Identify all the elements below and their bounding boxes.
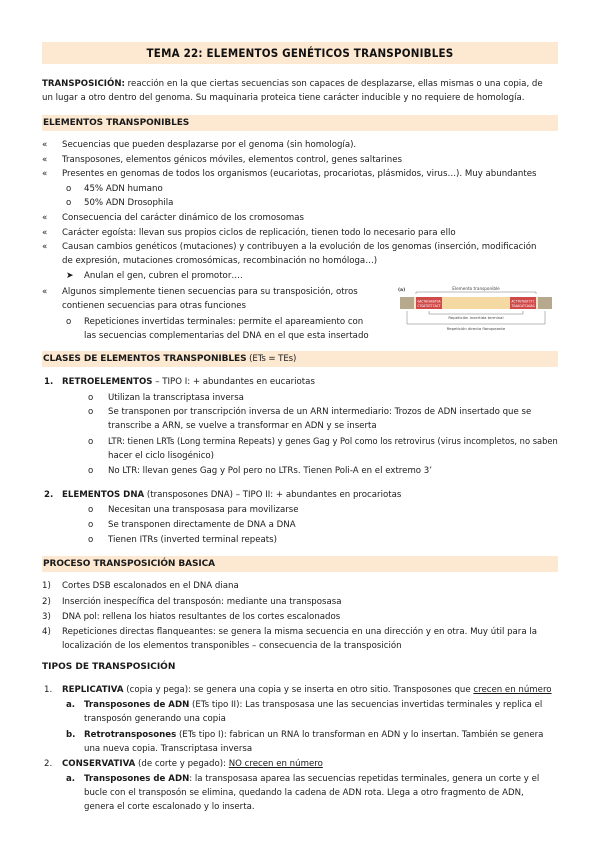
sub-item: Utilizan la transcriptasa inversa <box>108 393 244 403</box>
list-bullet: « <box>42 169 48 179</box>
list-bullet: « <box>42 213 48 223</box>
section-heading-tipos: TIPOS DE TRANSPOSICIÓN <box>42 662 176 672</box>
type-emphasis: NO crecen en número <box>228 759 323 769</box>
sub-item: Necesitan una transposasa para movilizarse <box>108 505 299 515</box>
list-number: 4) <box>42 627 51 637</box>
list-item: Presentes en genomas de todos los organismos (eucariotas, procariotas, plásmidos, virus…). Muy abundantes <box>62 169 537 179</box>
list-number: 2. <box>44 759 53 769</box>
intro-term: TRANSPOSICIÓN: <box>42 79 125 89</box>
list-letter: b. <box>66 730 76 740</box>
sub-item: No LTR: llevan genes Gag y Pol pero no LTRs. Tienen Poli-A en el extremo 3’ <box>108 466 432 476</box>
sub-bullet: o <box>66 317 72 327</box>
sub-item-continuation: bucle con el transposón se elimina, quedando la cadena de ADN rota. Llega a otro fragmento de ADN, <box>84 788 524 798</box>
section-heading-clases <box>42 351 558 367</box>
list-item: Transposones, elementos génicos móviles, elementos control, genes saltarines <box>62 155 402 165</box>
sub-bullet: o <box>88 520 94 530</box>
list-number: 1) <box>42 581 51 591</box>
list-item: Causan cambios genéticos (mutaciones) y contribuyen a la evolución de los genomas (inserción, modificación <box>62 242 537 252</box>
list-bullet: « <box>42 140 48 150</box>
sub-item-title: Retrotransposones <box>84 730 177 740</box>
intro-line-2: un lugar a otro dentro del genoma. Su maquinaria proteica tiene carácter inducible y no requiere de homología. <box>42 93 525 103</box>
seq-left-top: GACTACAAGTGA <box>417 299 441 304</box>
list-number: 3) <box>42 612 51 622</box>
heading-note: (ETs = TEs) <box>246 354 297 364</box>
type-emphasis: crecen en número <box>473 685 552 695</box>
sub-item: Se transponen directamente de DNA a DNA <box>108 520 296 530</box>
sub-bullet: o <box>88 393 94 403</box>
figure-label-inverted: Repetición invertida terminal <box>448 315 504 320</box>
sub-bullet: o <box>88 466 94 476</box>
class-desc: – TIPO I: + abundantes en eucariotas <box>152 377 315 387</box>
heading-text: CLASES DE ELEMENTOS TRANSPONIBLES <box>43 354 247 364</box>
list-bullet: « <box>42 287 48 297</box>
list-item-continuation: localización de los elementos transponibles – consecuencia de la transposición <box>62 641 402 651</box>
sub-item-continuation: transcribe a ARN, se vuelve a transformar en ADN y se inserta <box>108 421 377 431</box>
list-number: 2. <box>44 490 54 500</box>
list-bullet: « <box>42 155 48 165</box>
type-desc: (copia y pega): se genera una copia y se inserta en otro sitio. Transposones que <box>123 685 474 695</box>
list-letter: a. <box>66 774 76 784</box>
flanking-repeat-left <box>400 297 414 309</box>
sub-item-continuation: las secuencias complementarias del DNA en el que esta insertado <box>84 331 369 341</box>
sub-bullet: o <box>66 184 72 194</box>
type-conservativa <box>62 758 323 771</box>
intro-text-1: reacción en la que ciertas secuencias son capaces de desplazarse, ellas mismas o una copia, de <box>124 79 543 89</box>
section-heading-elementos: ELEMENTOS TRANSPONIBLES <box>43 118 190 128</box>
sub-item-continuation: una nueva copia. Transcriptasa inversa <box>84 744 253 754</box>
sub-item: 45% ADN humano <box>84 184 163 194</box>
list-item: Secuencias que pueden desplazarse por el genoma (sin homología). <box>62 140 357 150</box>
list-item: Inserción inespecífica del transposón: mediante una transposasa <box>62 597 342 607</box>
figure-panel-label: (a) <box>398 288 406 293</box>
type-desc: (de corte y pegado): <box>135 759 229 769</box>
sub-item-continuation: transposón generando una copia <box>84 714 226 724</box>
seq-left-bottom: CTGATGTTCACT <box>417 304 441 308</box>
type-replicativa <box>62 684 552 697</box>
sub-bullet: o <box>88 535 94 545</box>
transposon-body <box>442 297 510 309</box>
sub-item <box>84 699 542 712</box>
list-number: 1. <box>44 377 54 387</box>
class-title: ELEMENTOS DNA <box>62 490 145 500</box>
list-letter: a. <box>66 700 76 710</box>
class-heading-dna <box>62 489 401 502</box>
class-desc: (transposones DNA) – TIPO II: + abundantes en procariotas <box>144 490 402 500</box>
sub-item: Tienen ITRs (inverted terminal repeats) <box>108 535 277 545</box>
section-band-proceso <box>42 556 558 572</box>
sub-item-title: Transposones de ADN <box>84 700 190 710</box>
list-bullet: « <box>42 242 48 252</box>
list-item: Cortes DSB escalonados en el DNA diana <box>62 581 239 591</box>
list-number: 1. <box>44 685 53 695</box>
class-heading-retro <box>62 376 315 389</box>
figure-label-direct: Repetición directa flanqueante <box>446 326 506 331</box>
sub-bullet: o <box>88 437 94 447</box>
sub-item-continuation: genera el corte escalonado y lo inserta. <box>84 802 255 812</box>
list-bullet: « <box>42 228 48 238</box>
sub-item-text: : la transposasa aparea las secuencias repetidas terminales, genera un corte y el <box>189 774 540 784</box>
title-banner <box>42 42 558 64</box>
sub-item: LTR: tienen LRTs (Long termina Repeats) y genes Gag y Pol como los retrovirus (virus incompletos, no saben <box>108 437 558 447</box>
list-item: Consecuencia del carácter dinámico de los cromosomas <box>62 213 304 223</box>
type-title: CONSERVATIVA <box>62 759 136 769</box>
list-number: 2) <box>42 597 51 607</box>
sub-item: Repeticiones invertidas terminales: permite el apareamiento con <box>84 317 364 327</box>
sub-bullet: o <box>66 198 72 208</box>
sub-item <box>84 729 543 742</box>
list-item-continuation: contienen secuencias para otras funciones <box>62 301 247 311</box>
sub-item-title: Transposones de ADN <box>84 774 190 784</box>
sub-item: Anulan el gen, cubren el promotor…. <box>84 271 243 281</box>
list-item: Carácter egoísta: llevan sus propios ciclos de replicación, tienen todo lo necesario para ello <box>62 228 456 238</box>
arrow-bullet-icon: ➤ <box>66 271 74 281</box>
class-title: RETROELEMENTOS <box>62 377 153 387</box>
list-item: Algunos simplemente tienen secuencias para su transposición, otros <box>62 287 358 297</box>
list-item: DNA pol: rellena los hiatos resultantes de los cortes escalonados <box>62 612 341 622</box>
sub-bullet: o <box>88 505 94 515</box>
intro-line-1 <box>42 78 543 91</box>
sub-item-continuation: hacer el ciclo lisogénico) <box>108 451 215 461</box>
sub-bullet: o <box>88 407 94 417</box>
sub-item-text: (ETs tipo I): fabrican un RNA lo transforman en ADN y lo insertan. También se genera <box>176 730 544 740</box>
flanking-repeat-right <box>538 297 552 309</box>
sub-item-text: (ETs tipo II): Las transposasa une las secuencias invertidas terminales y replica el <box>189 700 543 710</box>
page-title: TEMA 22: ELEMENTOS GENÉTICOS TRANSPONIBLES <box>146 46 454 60</box>
section-heading-proceso: PROCESO TRANSPOSICIÓN BASICA <box>43 559 216 569</box>
section-band-clases <box>42 351 558 367</box>
sub-item <box>84 773 539 786</box>
list-item: Repeticiones directas flanqueantes: se genera la misma secuencia en una dirección y en otra. Muy útil para la <box>62 627 537 637</box>
section-band-elementos <box>42 115 558 131</box>
transposon-diagram <box>396 284 556 338</box>
sub-item: Se transponen por transcripción inversa de un ARN intermediario: Trozos de ADN insertado que se <box>108 407 532 417</box>
seq-right-top: ACTTGTAGTCTC <box>511 299 535 304</box>
list-item-continuation: de expresión, mutaciones cromosómicas, recombinación no homóloga…) <box>62 256 378 266</box>
sub-item: 50% ADN Drosophila <box>84 198 174 208</box>
figure-label-element: Elemento transponible <box>452 286 500 291</box>
seq-right-bottom: TGAACATCAGAG <box>511 304 535 308</box>
type-title: REPLICATIVA <box>62 685 124 695</box>
